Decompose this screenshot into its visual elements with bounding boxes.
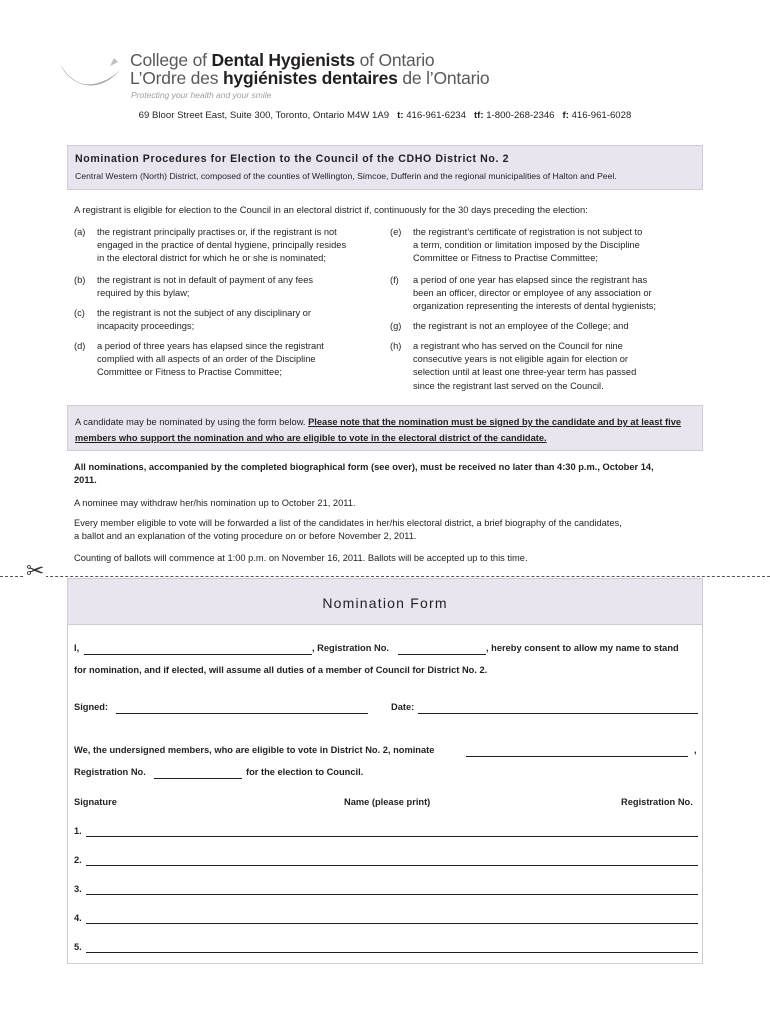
row-number: 1. [74, 826, 82, 836]
form-title: Nomination Form [322, 595, 448, 611]
supporter-row-field[interactable] [86, 836, 698, 837]
nominee-name-field[interactable] [466, 756, 688, 757]
date-label: Date: [391, 702, 415, 712]
procedures-heading-box [67, 145, 703, 190]
row-number: 2. [74, 855, 82, 865]
withdraw-paragraph: A nominee may withdraw her/his nomination up to October 21, 2011. [74, 498, 356, 508]
supporter-row-field[interactable] [86, 923, 698, 924]
election-text: for the election to Council. [246, 767, 364, 777]
column-registration: Registration No. [621, 797, 693, 807]
eligibility-intro: A registrant is eligible for election to the Council in an electoral district if, continuously for the 30 days preceding the election: [74, 204, 588, 215]
row-number: 4. [74, 913, 82, 923]
street-address: 69 Bloor Street East, Suite 300, Toronto, Ontario M4W 1A9 [138, 110, 390, 121]
consent-registration-label: , Registration No. [312, 643, 389, 653]
scissors-icon: ✂ [26, 558, 45, 583]
column-signature: Signature [74, 797, 117, 807]
cut-here-line [0, 576, 770, 577]
nomination-note-box [67, 405, 703, 451]
note-text: A candidate may be nominated by using the form below. [75, 417, 309, 427]
smile-swoosh-logo [58, 56, 126, 96]
supporter-row-field[interactable] [86, 865, 698, 866]
nominee-registration-field[interactable] [154, 778, 242, 779]
district-description: Central Western (North) District, composed of the counties of Wellington, Simcoe, Dufferin and the regional municipalities of Halton and Peel. [75, 171, 617, 181]
note-underlined-text: Please note that the nomination must be signed by the candidate and by at least five members who support the nomination and who are eligible to vote in the electoral district of the candidate. [75, 417, 682, 443]
supporter-row-field[interactable] [86, 952, 698, 953]
logo-tagline: Protecting your health and your smile [131, 90, 272, 100]
ballot-paragraph: Every member eligible to vote will be forwarded a list of the candidates in her/his electoral district, a brief biography of the candidates, a ballot and an explanation of the voting procedure on or before November 2, 2011. [74, 518, 622, 541]
cdho-logo [58, 50, 498, 106]
form-header [68, 579, 702, 625]
procedures-title: Nomination Procedures for Election to the Council of the CDHO District No. 2 [75, 153, 510, 165]
consent-registration-field[interactable] [398, 654, 486, 655]
consent-text: , hereby consent to allow my name to stand [486, 643, 679, 653]
nomination-form [67, 578, 703, 964]
members-comma: , [694, 745, 697, 755]
deadline-paragraph: All nominations, accompanied by the completed biographical form (see over), must be received no later than 4:30 p.m., October 14, 2011. [74, 462, 654, 485]
registration-label: Registration No. [74, 767, 146, 777]
logo-name-french: L’Ordre des hygiénistes dentaires de l’Ontario [130, 68, 490, 88]
fax: 416-961-6028 [571, 110, 632, 121]
signed-label: Signed: [74, 702, 109, 712]
column-name: Name (please print) [344, 797, 431, 807]
consent-name-field[interactable] [84, 654, 312, 655]
signed-field[interactable] [116, 713, 368, 714]
contact-address: 69 Bloor Street East, Suite 300, Toronto, Ontario M4W 1A9 t: 416-961-6234 tf: 1-800-268-2346 f: 416-961-6028 [138, 110, 632, 121]
telephone: 416-961-6234 [406, 110, 466, 121]
row-number: 3. [74, 884, 82, 894]
members-text: We, the undersigned members, who are eligible to vote in District No. 2, nominate [74, 745, 435, 755]
supporter-row-field[interactable] [86, 894, 698, 895]
date-field[interactable] [418, 713, 698, 714]
logo-name-english: College of Dental Hygienists of Ontario [130, 50, 435, 70]
counting-paragraph: Counting of ballots will commence at 1:00 p.m. on November 16, 2011. Ballots will be accepted up to this time. [74, 553, 528, 563]
consent-i-label: I, [74, 643, 80, 653]
row-number: 5. [74, 942, 82, 952]
consent-line-2: for nomination, and if elected, will assume all duties of a member of Council for District No. 2. [74, 665, 488, 675]
toll-free: 1-800-268-2346 [486, 110, 555, 121]
